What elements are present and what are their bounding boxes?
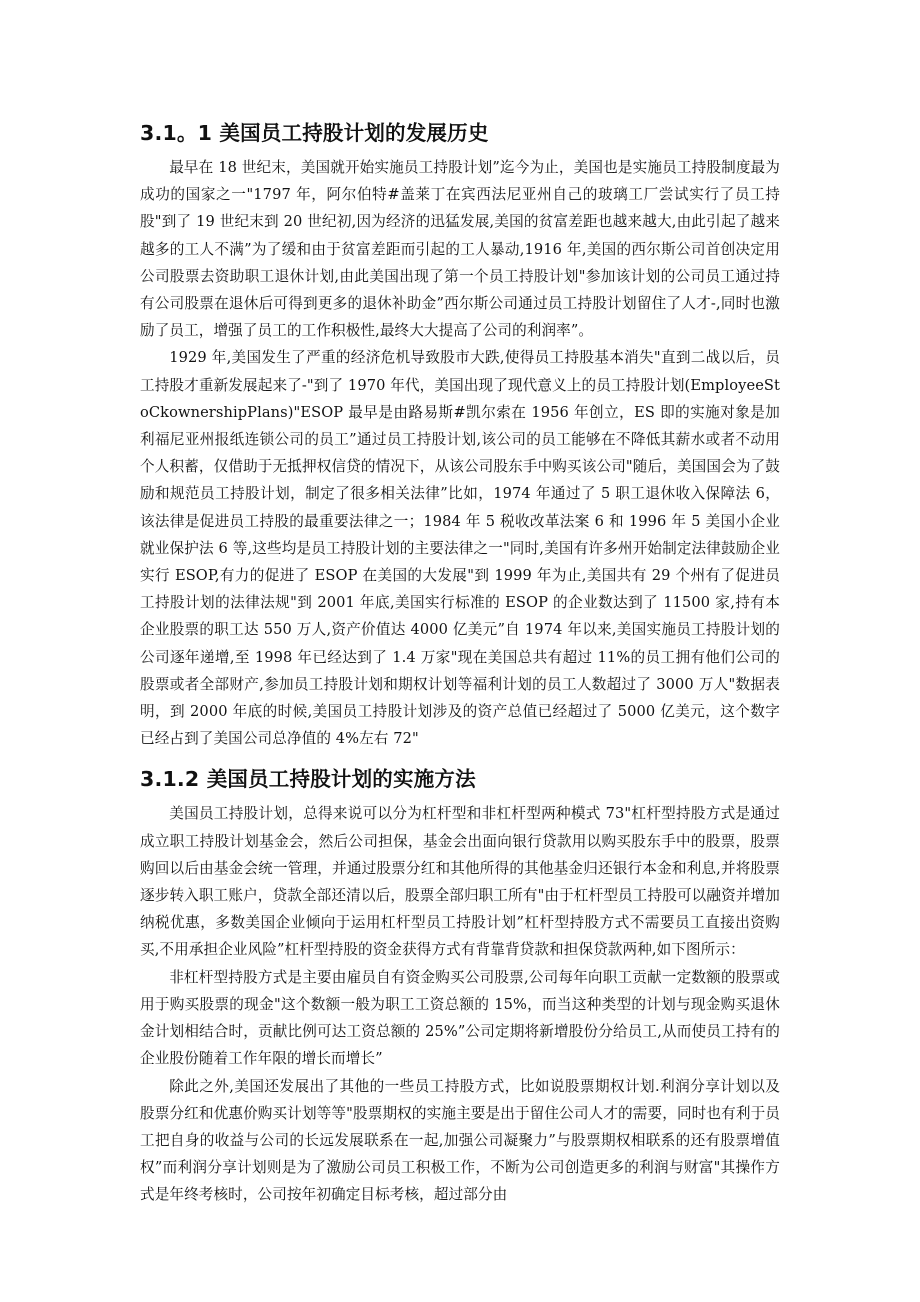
paragraph-methods-3: 除此之外,美国还发展出了其他的一些员工持股方式，比如说股票期权计划.利润分享计划以及股票分红和优惠价购买计划等等"股票期权的实施主要是出于留住公司人才的需要，同时也有利于员工把自身的收益与公司的长远发展联系在一起,加强公司凝聚力”与股票期权相联系的还有股票增值权”而利润分享计划则是为了激励公司员工积极工作，不断为公司创造更多的利润与财富"其操作方式是年终考核时，公司按年初确定目标考核，超过部分由 <box>140 1077 780 1204</box>
paragraph-history-2: 1929 年,美国发生了严重的经济危机导致股市大跌,使得员工持股基本消失"直到二战以后，员工持股才重新发展起来了-"到了 1970 年代，美国出现了现代意义上的员工持股计划(EmployeeStoCkownershipPlans)"ESOP 最早是由路易斯#凯尔索在 1956 年创立，ES 即的实施对象是加利福尼亚州报纸连锁公司的员工”通过员工持股计划,该公司的员工能够在不降低其薪水或者不动用个人积蓄，仅借助于无抵押权信贷的情况下，从该公司股东手中购买该公司"随后，美国国会为了鼓励和规范员工持股计划，制定了很多相关法律”比如，1974 年通过了 5 职工退休收入保障法 6，该法律是促进员工持股的最重要法律之一；1984 年 5 税收改革法案 6 和 1996 年 5 美国小企业就业保护法 6 等,这些均是员工持股计划的主要法律之一"同时,美国有许多州开始制定法律鼓励企业实行 ESOP,有力的促进了 ESOP 在美国的大发展"到 1999 年为止,美国共有 29 个州有了促进员工持股计划的法律法规"到 2001 年底,美国实行标准的 ESOP 的企业数达到了 11500 家,持有本企业股票的职工达 550 万人,资产价值达 4000 亿美元”自 1974 年以来,美国实施员工持股计划的公司逐年递增,至 1998 年已经达到了 1.4 万家"现在美国总共有超过 11%的员工拥有他们公司的股票或者全部财产,参加员工持股计划和期权计划等福利计划的员工人数超过了 3000 万人"数据表明，到 2000 年底的时候,美国员工持股计划涉及的资产总值已经超过了 5000 亿美元，这个数字已经占到了美国公司总净值的 4%左右 72" <box>140 349 780 748</box>
section-heading-methods: 3.1.2 美国员工持股计划的实施方法 <box>140 767 476 792</box>
section-heading-history: 3.1。1 美国员工持股计划的发展历史 <box>140 121 489 145</box>
document-page <box>140 118 780 1209</box>
paragraph-methods-1: 美国员工持股计划，总得来说可以分为杠杆型和非杠杆型两种模式 73"杠杆型持股方式是通过成立职工持股计划基金会，然后公司担保，基金会出面向银行贷款用以购买股东手中的股票，股票购回以后由基金会统一管理，并通过股票分红和其他所得的其他基金归还银行本金和利息,并将股票逐步转入职工账户，贷款全部还清以后，股票全部归职工所有"由于杠杆型员工持股可以融资并增加纳税优惠，多数美国企业倾向于运用杠杆型员工持股计划”杠杆型持股方式不需要员工直接出资购买,不用承担企业风险”杠杆型持股的资金获得方式有背靠背贷款和担保贷款两种,如下图所示： <box>140 805 780 959</box>
paragraph-history-1: 最早在 18 世纪末，美国就开始实施员工持股计划”迄今为止，美国也是实施员工持股制度最为成功的国家之一"1797 年，阿尔伯特#盖莱丁在宾西法尼亚州自己的玻璃工厂尝试实行了员工持股"到了 19 世纪末到 20 世纪初,因为经济的迅猛发展,美国的贫富差距也越来越大,由此引起了越来越多的工人不满”为了缓和由于贫富差距而引起的工人暴动,1916 年,美国的西尔斯公司首创决定用公司股票去资助职工退休计划,由此美国出现了第一个员工持股计划"参加该计划的公司员工通过持有公司股票在退休后可得到更多的退休补助金”西尔斯公司通过员工持股计划留住了人才-,同时也激励了员工，增强了员工的工作积极性,最终大大提高了公司的利润率”。 <box>140 159 780 340</box>
paragraph-methods-2: 非杠杆型持股方式是主要由雇员自有资金购买公司股票,公司每年向职工贡献一定数额的股票或用于购买股票的现金"这个数额一般为职工工资总额的 15%，而当这种类型的计划与现金购买退休金计划相结合时，贡献比例可达工资总额的 25%”公司定期将新增股份分给员工,从而使员工持有的企业股份随着工作年限的增长而增长” <box>140 968 780 1068</box>
